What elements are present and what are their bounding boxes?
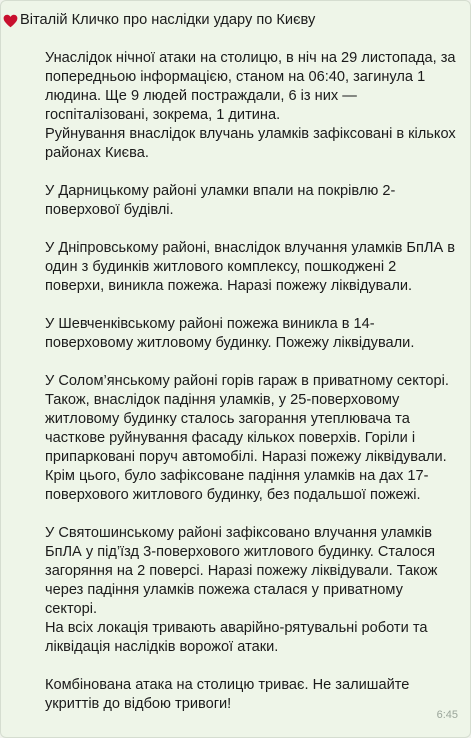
paragraph-warning: Комбінована атака на столицю триває. Не залишайте укриттів до відбою тривоги! — [45, 677, 410, 712]
message-title-row — [3, 11, 315, 30]
message-title: Віталій Кличко про наслідки удару по Києву — [20, 12, 316, 28]
paragraph-casualties: Унаслідок нічної атаки на столицю, в ніч на 29 листопада, за попередньою інформацією, станом на 06:40, загинула 1 людина. Ще 9 людей постраждали, 6 із них — госпіталізовані, зокрема, 1 дитина. — [45, 50, 456, 123]
paragraph-destruction: Руйнування внаслідок влучань уламків зафіксовані в кількох районах Києва. — [45, 126, 456, 161]
paragraph-sviatoshynskyi: У Святошинському районі зафіксовано влучання уламків БпЛА у під’їзд 3-поверхового житлового будинку. Сталося загоряння на 2 поверсі. Наразі пожежу ліквідували. Також через падіння уламків пожежа сталася у приватному секторі. — [45, 525, 438, 617]
paragraph-dniprovskyi: У Дніпровському районі, внаслідок влучання уламків БпЛА в один з будинків житлового комплексу, пошкоджені 2 поверхи, виникла пожежа. Наразі пожежу ліквідували. — [45, 240, 456, 294]
message-timestamp: 6:45 — [436, 709, 458, 721]
paragraph-shevchenkivskyi: У Шевченківському районі пожежа виникла в 14-поверховому житловому будинку. Пожежу ліквідували. — [45, 316, 415, 351]
paragraph-rescue-works: На всіх локація тривають аварійно-рятувальні роботи та ліквідація наслідків ворожої атаки. — [45, 620, 428, 655]
paragraph-darnytskyi: У Дарницькому районі уламки впали на покрівлю 2-поверхової будівлі. — [45, 183, 396, 218]
paragraph-roof-debris: Крім цього, було зафіксоване падіння уламків на дах 17-поверхового житлового будинку, без подальшої пожежі. — [45, 468, 429, 503]
paragraph-solomianskyi: У Солом’янському районі горів гараж в приватному секторі. Також, внаслідок падіння уламків, у 25-поверховому житловому будинку сталось загорання утеплювача та часткове руйнування фасаду кількох поверхів. Горіли і припарковані поруч автомобілі. Наразі пожежу ліквідували. — [45, 373, 449, 465]
red-heart-icon — [3, 14, 18, 28]
